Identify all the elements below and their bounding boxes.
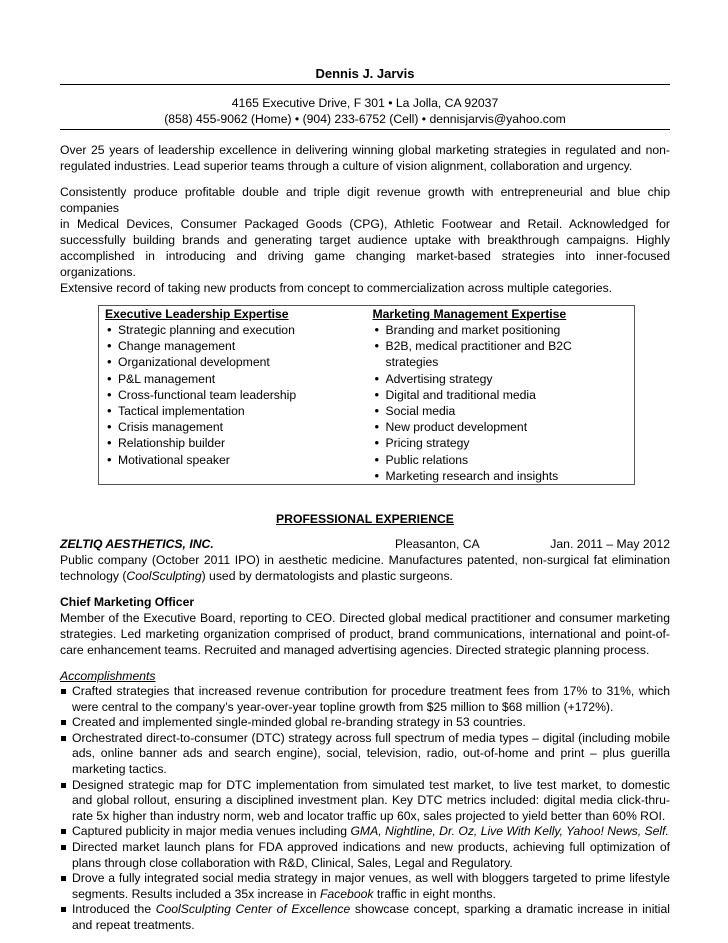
expertise-table — [98, 305, 635, 485]
product-name: CoolSculpting — [126, 569, 202, 584]
accomplishment-item: Created and implemented single-minded global re-branding strategy in 53 countries. — [60, 715, 670, 731]
executive-expertise-item: • P&L management — [105, 371, 361, 387]
company-line — [60, 536, 670, 552]
executive-expertise-item: • Crisis management — [105, 419, 361, 435]
text-run: ) used by dermatologists and plastic surgeons. — [201, 569, 453, 584]
accomplishment-item: Directed market launch plans for FDA approved indications and new products, achieving full optimization of plans through close collaboration with R&D, Clinical, Sales, Legal and Regulatory. — [60, 840, 670, 871]
accomplishment-item: Designed strategic map for DTC implementation from simulated test market, to live test market, to domestic and global rollout, ensuring a disciplined investment plan. Key DTC metrics included: digital media click-thru-rate 5x higher than industry norm, web and locator traffic up 60x, sales projected to yield better than 60% ROI. — [60, 778, 670, 825]
summary-line: successfully building brands and generating target audience uptake with breakthrough campaigns. Highly — [60, 233, 670, 247]
marketing-expertise-item: • Public relations — [373, 452, 629, 468]
summary-line: in Medical Devices, Consumer Packaged Goods (CPG), Athletic Footwear and Retail. Acknowledged for — [60, 217, 670, 231]
text-run: Captured publicity in major media venues including — [72, 824, 351, 839]
executive-expertise-item: • Change management — [105, 338, 361, 354]
role-description: Member of the Executive Board, reporting to CEO. Directed global medical practitioner and consumer marketing strategies. Led marketing organization comprised of product, brand communications, international and point-of-care enhancement teams. Recruited and managed advertising agencies. Directed strategic planning process. — [60, 611, 670, 658]
marketing-expertise-heading: Marketing Management Expertise — [372, 307, 567, 321]
text-run: technology ( — [60, 569, 127, 584]
resume-page — [60, 66, 670, 934]
accomplishments-heading: Accomplishments — [60, 669, 156, 684]
accomplishment-item — [60, 824, 670, 840]
marketing-expertise-column — [367, 306, 635, 484]
summary-line: Extensive record of taking new products from concept to commercialization across multiple categories. — [60, 281, 613, 295]
executive-expertise-heading: Executive Leadership Expertise — [105, 307, 289, 321]
contact-line: (858) 455-9062 (Home) • (904) 233-6752 (Cell) • dennisjarvis@yahoo.com — [164, 112, 566, 126]
company-dates: Jan. 2011 – May 2012 — [550, 537, 670, 552]
marketing-expertise-item: • New product development — [373, 419, 629, 435]
summary-paragraph-2 — [60, 184, 670, 296]
text-run: Introduced the — [72, 902, 156, 917]
executive-expertise-item: • Motivational speaker — [105, 452, 361, 468]
company-location: Pleasanton, CA — [395, 537, 480, 552]
address-line: 4165 Executive Drive, F 301 • La Jolla, CA 92037 — [231, 96, 499, 110]
platform-name: Facebook — [319, 886, 374, 901]
accomplishment-item: Orchestrated direct-to-consumer (DTC) strategy across full spectrum of media types – digital (including mobile ads, online banner ads and search engine), social, television, radio, out-of-home and print – plus guerilla marketing tactics. — [60, 731, 670, 778]
marketing-expertise-item: • Digital and traditional media — [373, 387, 629, 403]
executive-expertise-item: • Relationship builder — [105, 435, 361, 451]
marketing-expertise-item: • Social media — [373, 403, 629, 419]
company-description — [60, 552, 670, 584]
executive-expertise-item: • Tactical implementation — [105, 403, 361, 419]
accomplishment-item — [60, 871, 670, 902]
company-description-line — [60, 568, 670, 584]
company-description-line: Public company (October 2011 IPO) in aesthetic medicine. Manufactures patented, non-surgical fat elimination — [60, 553, 670, 568]
marketing-expertise-item: • Pricing strategy — [373, 435, 629, 451]
marketing-expertise-item: • B2B, medical practitioner and B2C strategies — [373, 338, 629, 370]
media-venues: GMA, Nightline, Dr. Oz, Live With Kelly, Yahoo! News, Self. — [350, 824, 669, 839]
text-run: Drove a fully integrated social media strategy in major venues, as well with bloggers targeted to prime lifestyle segments. Results included a 35x increase in — [72, 871, 670, 901]
text-run: traffic in eight months. — [373, 886, 496, 901]
accomplishments-list — [60, 684, 670, 934]
accomplishment-item — [60, 902, 670, 933]
executive-expertise-item: • Cross-functional team leadership — [105, 387, 361, 403]
candidate-name: Dennis J. Jarvis — [315, 66, 415, 81]
summary-paragraph-1: Over 25 years of leadership excellence in delivering winning global marketing strategies in regulated and non-regulated industries. Lead superior teams through a culture of vision alignment, collaboration and urgency. — [60, 143, 670, 173]
executive-expertise-list — [105, 322, 361, 468]
marketing-expertise-item: • Branding and market positioning — [373, 322, 629, 338]
summary-line: accomplished in introducing and driving game changing market-based strategies into inner-focused organizations. — [60, 249, 670, 279]
marketing-expertise-item: • Advertising strategy — [373, 371, 629, 387]
role-title: Chief Marketing Officer — [60, 595, 195, 610]
executive-expertise-item: • Organizational development — [105, 354, 361, 370]
marketing-expertise-item: • Marketing research and insights — [373, 468, 629, 484]
executive-expertise-column — [99, 306, 367, 484]
text-run: showcase concept, sparking a dramatic increase in initial and repeat treatments. — [72, 902, 671, 932]
executive-expertise-item: • Strategic planning and execution — [105, 322, 361, 338]
summary-line: Consistently produce profitable double and triple digit revenue growth with entrepreneurial and blue chip companies — [60, 185, 670, 215]
accomplishment-item: Crafted strategies that increased revenue contribution for procedure treatment fees from 17% to 31%, which were central to the company’s year-over-year topline growth from $25 million to $68 million (+172%). — [60, 684, 670, 715]
company-name: ZELTIQ AESTHETICS, INC. — [60, 537, 214, 552]
marketing-expertise-list — [373, 322, 629, 484]
experience-heading: PROFESSIONAL EXPERIENCE — [276, 512, 454, 527]
concept-name: CoolSculpting Center of Excellence — [155, 902, 351, 917]
